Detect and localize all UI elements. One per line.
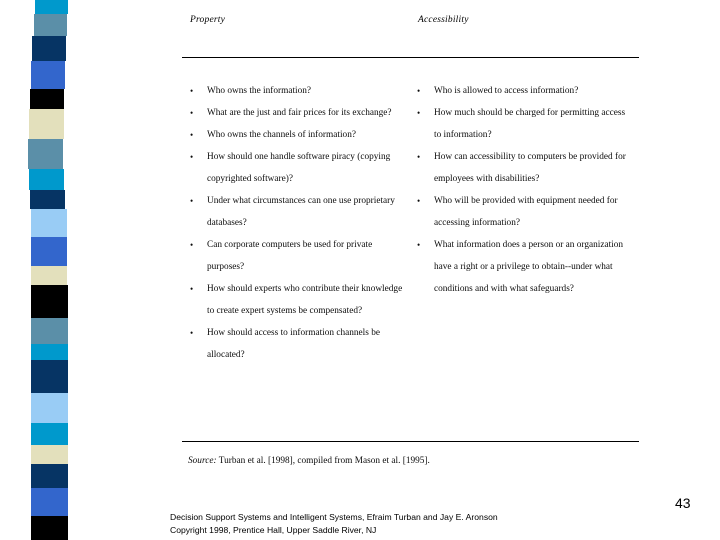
bullet-item	[188, 102, 403, 124]
source-note	[188, 456, 430, 466]
bullet-item-text: Who owns the information?	[207, 86, 312, 96]
bullet-dot-icon: •	[190, 328, 194, 338]
accessibility-bullet-list	[415, 80, 630, 300]
bullet-item-text: Who will be provided with equipment needed for accessing information?	[434, 196, 618, 228]
bullet-item	[415, 234, 630, 300]
bullet-item	[188, 146, 403, 190]
column-heading-accessibility: Accessibility	[418, 15, 469, 25]
bullet-dot-icon: •	[190, 240, 194, 250]
table-bottom-rule	[182, 441, 639, 442]
property-bullet-list	[188, 80, 403, 366]
bullet-item-text: How much should be charged for permitting access to information?	[434, 108, 626, 140]
bullet-item-text: Who is allowed to access information?	[434, 86, 579, 96]
bullet-item-text: How should access to information channels be allocated?	[207, 328, 380, 360]
footer-credit	[170, 511, 498, 536]
source-label: Source:	[188, 456, 217, 466]
bullet-dot-icon: •	[190, 130, 194, 140]
bullet-item-text: Can corporate computers be used for private purposes?	[207, 240, 373, 272]
bullet-dot-icon: •	[190, 108, 194, 118]
bullet-item-text: What information does a person or an organization have a right or a privilege to obtain--under what conditions and with what safeguards?	[434, 240, 624, 294]
bullet-dot-icon: •	[190, 196, 194, 206]
bullet-item	[188, 124, 403, 146]
bullet-item	[188, 278, 403, 322]
bullet-dot-icon: •	[417, 196, 421, 206]
bullet-item	[415, 80, 630, 102]
bullet-dot-icon: •	[417, 108, 421, 118]
bullet-item	[188, 80, 403, 102]
bullet-dot-icon: •	[417, 152, 421, 162]
bullet-item-text: Who owns the channels of information?	[207, 130, 356, 140]
bullet-item	[415, 102, 630, 146]
bullet-dot-icon: •	[190, 152, 194, 162]
table-top-rule	[182, 57, 639, 58]
bullet-item-text: How can accessibility to computers be provided for employees with disabilities?	[434, 152, 626, 184]
column-heading-property: Property	[190, 15, 226, 25]
bullet-dot-icon: •	[417, 240, 421, 250]
source-citation: Turban et al. [1998], compiled from Mason et al. [1995].	[216, 456, 430, 466]
bullet-item	[415, 146, 630, 190]
bullet-dot-icon: •	[190, 86, 194, 96]
bullet-item-text: How should one handle software piracy (copying copyrighted software)?	[207, 152, 391, 184]
bullet-item	[188, 234, 403, 278]
bullet-dot-icon: •	[417, 86, 421, 96]
page-number: 43	[675, 495, 691, 511]
bullet-item-text: What are the just and fair prices for its exchange?	[207, 108, 392, 118]
bullet-item	[415, 190, 630, 234]
footer-credit-line-2: Copyright 1998, Prentice Hall, Upper Saddle River, NJ	[170, 524, 377, 535]
bullet-item-text: Under what circumstances can one use proprietary databases?	[207, 196, 395, 228]
footer-credit-line-1: Decision Support Systems and Intelligent Systems, Efraim Turban and Jay E. Aronson	[170, 512, 498, 522]
bullet-item	[188, 190, 403, 234]
bullet-item	[188, 322, 403, 366]
bullet-dot-icon: •	[190, 284, 194, 294]
bullet-item-text: How should experts who contribute their knowledge to create expert systems be compensated?	[207, 284, 403, 316]
